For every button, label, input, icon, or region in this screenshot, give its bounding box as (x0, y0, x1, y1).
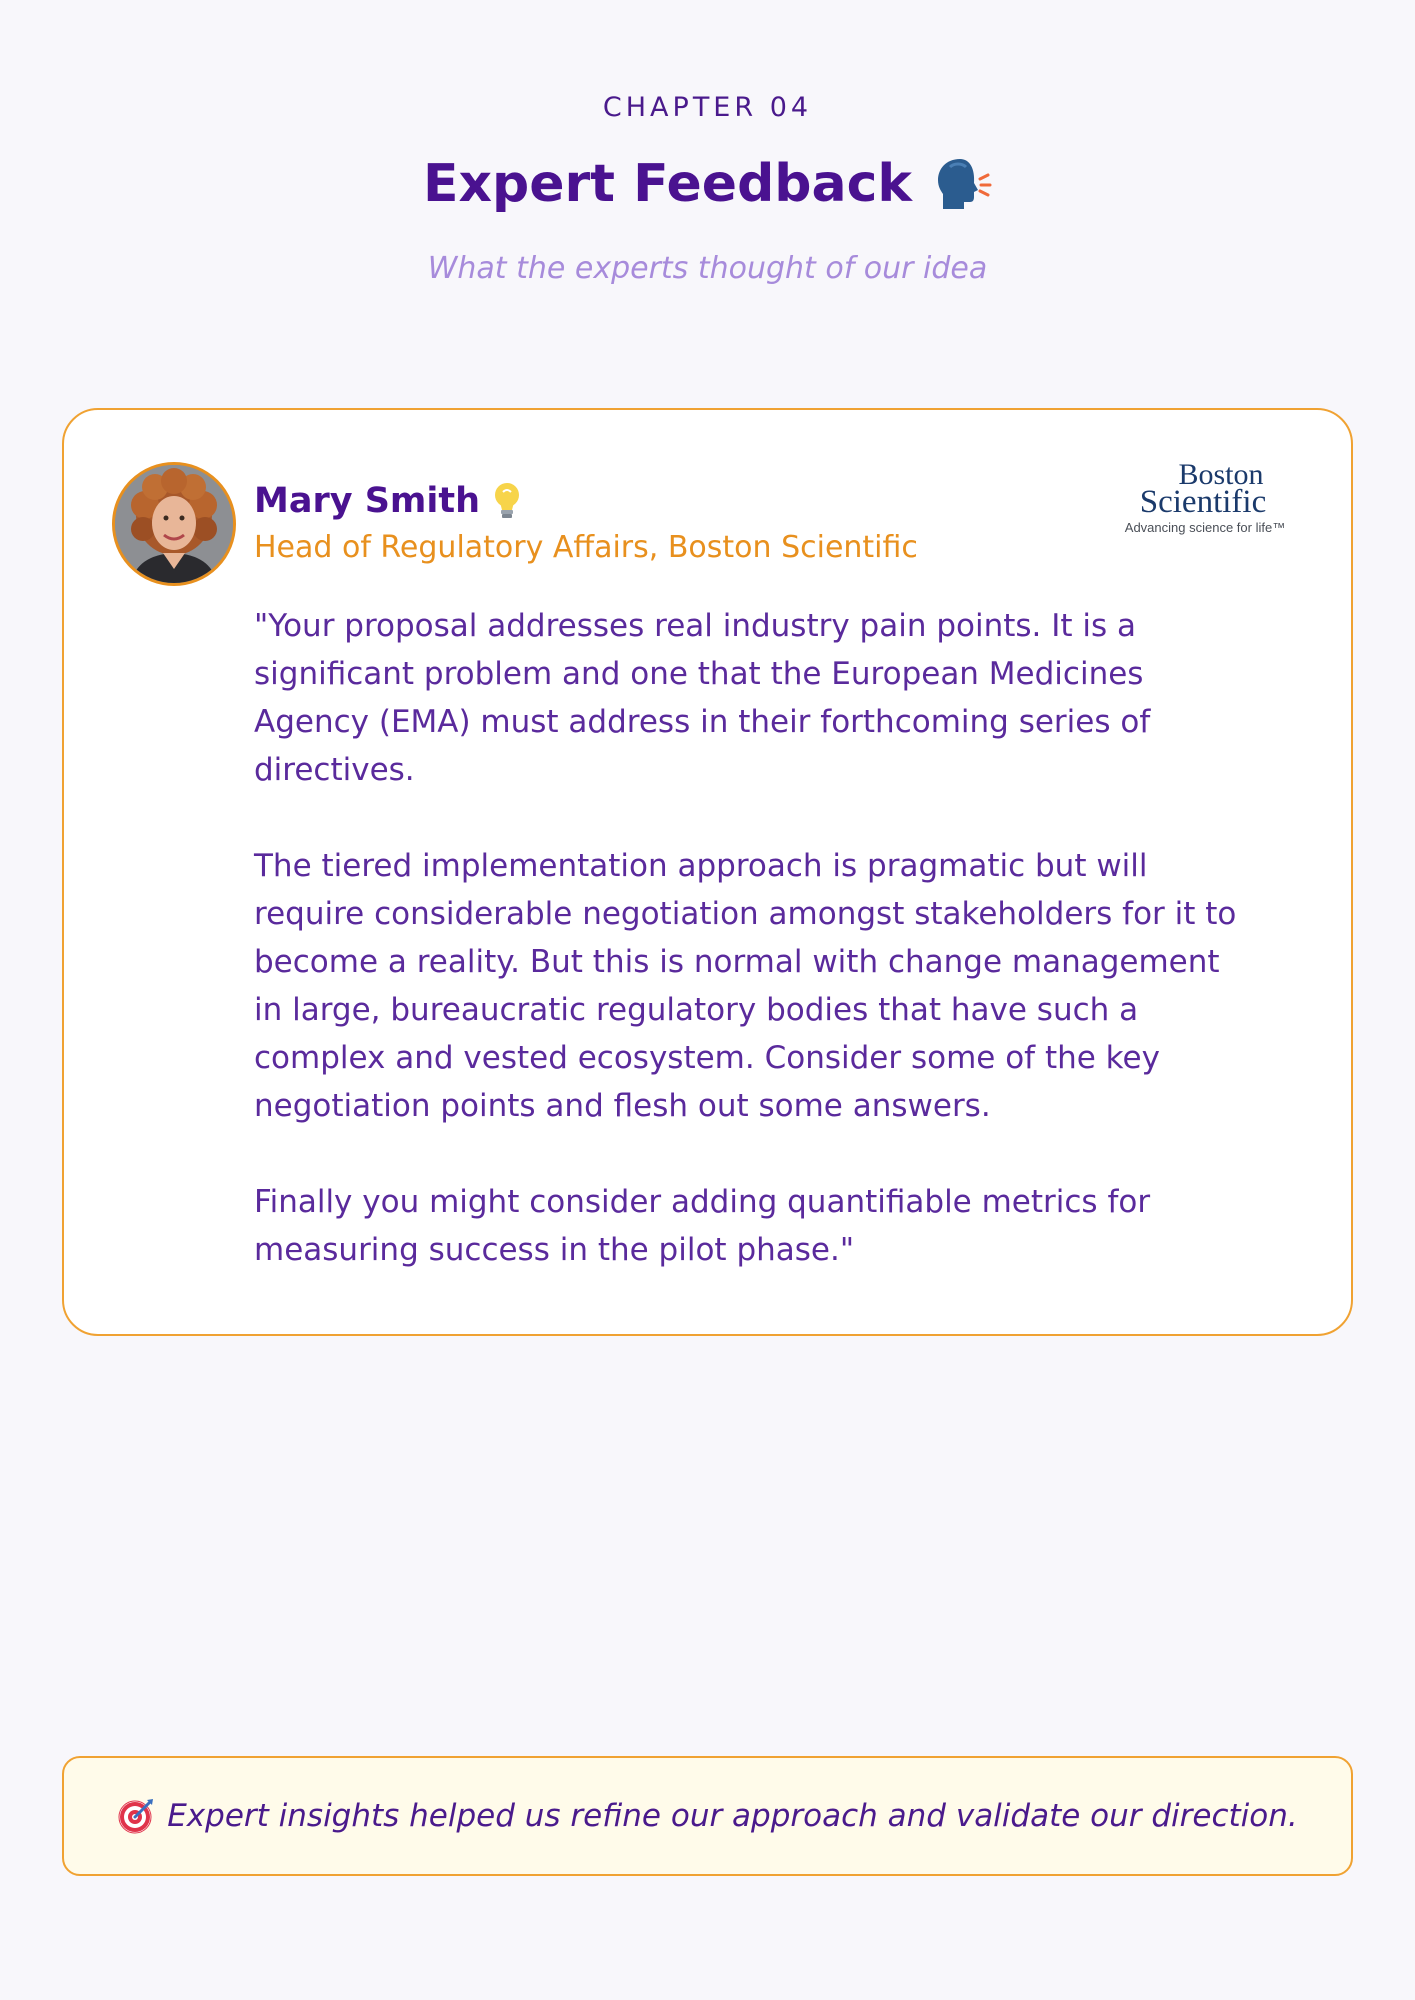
logo-line1: Boston (1178, 458, 1264, 491)
expert-role: Head of Regulatory Affairs, Boston Scientific (254, 530, 918, 565)
expert-feedback-card (62, 408, 1353, 1336)
insight-callout (62, 1756, 1353, 1876)
chapter-header (0, 92, 1415, 286)
expert-name: Mary Smith (254, 481, 481, 521)
quote-paragraph: The tiered implementation approach is pragmatic but will require considerable negotiation amongst stakeholders for it to become a reality. But this is normal with change management in large, bureaucratic regulatory bodies that have such a complex and vested ecosystem. Consider some of the key negotiation points and flesh out some answers. (254, 848, 1237, 1124)
insight-text: Expert insights helped us refine our approach and validate our direction. (167, 1798, 1298, 1834)
quote-paragraph: Finally you might consider adding quantifiable metrics for measuring success in the pilot phase." (254, 1184, 1151, 1268)
page-title: Expert Feedback (422, 154, 913, 214)
speaking-head-icon (930, 153, 992, 215)
target-icon (117, 1797, 155, 1835)
logo-line2: Scientific (1139, 484, 1267, 520)
company-logo (1103, 452, 1303, 542)
logo-tagline: Advancing science for life™ (1124, 520, 1286, 535)
title-row (0, 153, 1415, 215)
expert-quote (254, 602, 1244, 1274)
expert-name-row (254, 480, 524, 522)
chapter-label: CHAPTER 04 (602, 92, 813, 123)
quote-paragraph: "Your proposal addresses real industry pain points. It is a significant problem and one that the European Medicines Agency (EMA) must address in their forthcoming series of directives. (254, 608, 1151, 788)
page-subtitle: What the experts thought of our idea (427, 251, 988, 286)
light-bulb-icon (490, 480, 524, 522)
avatar (112, 462, 236, 586)
